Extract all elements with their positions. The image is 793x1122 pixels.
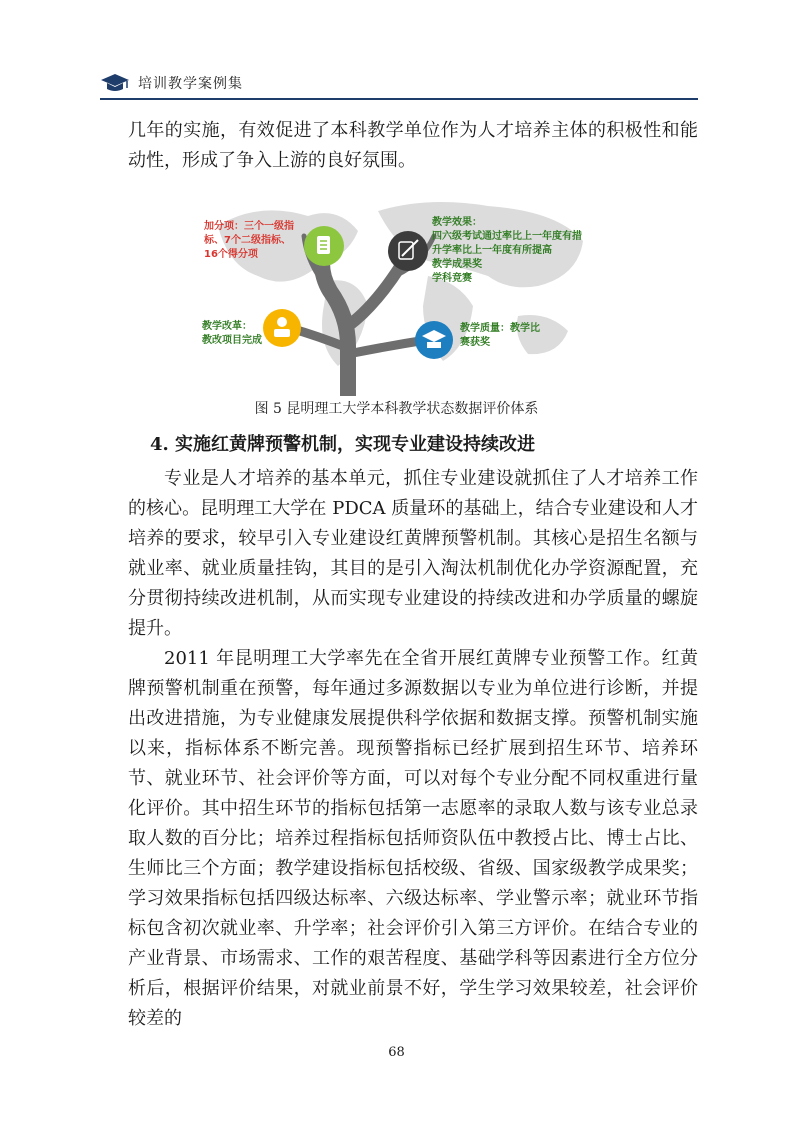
graduation-cap-icon (100, 72, 130, 94)
figure-tree-diagram (198, 196, 596, 396)
running-header (100, 70, 243, 96)
paragraph-b: 2011 年昆明理工大学率先在全省开展红黄牌专业预警工作。红黄牌预警机制重在预警，每年通过多源数据以专业为单位进行诊断，并提出改进措施，为专业健康发展提供科学依据和数据支撑。预警机制实施以来，指标体系不断完善。现预警指标已经扩展到招生环节、培养环节、就业环节、社会评价等方面，可以对每个专业分配不同权重进行量化评价。其中招生环节的指标包括第一志愿率的录取人数与该专业总录取人数的百分比；培养过程指标包括师资队伍中教授占比、博士占比、生师比三个方面；教学建设指标包括校级、省级、国家级教学成果奖；学习效果指标包括四级达标率、六级达标率、学业警示率；就业环节指标包含初次就业率、升学率；社会评价引入第三方评价。在结合专业的产业背景、市场需求、工作的艰苦程度、基础学科等因素进行全方位分析后，根据评价结果，对就业前景不好，学生学习效果较差，社会评价较差的 (128, 648, 698, 1029)
section-title: 4. 实施红黄牌预警机制，实现专业建设持续改进 (150, 434, 536, 455)
node-reform (263, 309, 301, 347)
label-reform: 教学改革： 教改项目完成 (202, 321, 262, 346)
paragraph-top: 几年的实施，有效促进了本科教学单位作为人才培养主体的积极性和能动性，形成了争入上游的良好氛围。 (128, 120, 698, 171)
label-quality: 教学质量：教学比 赛获奖 (460, 323, 540, 348)
header-title: 培训教学案例集 (138, 76, 243, 92)
label-bonus: 加分项：三个一级指 标、7个二级指标、 16个得分项 (204, 221, 294, 260)
figure-caption: 图 5 昆明理工大学本科教学状态数据评价体系 (254, 401, 539, 417)
header-rule (100, 98, 698, 100)
paragraph-a: 专业是人才培养的基本单元，抓住专业建设就抓住了人才培养工作的核心。昆明理工大学在 PDCA 质量环的基础上，结合专业建设和人才培养的要求，较早引入专业建设红黄牌预警机制。其核心是招生名额与就业率、就业质量挂钩，其目的是引入淘汰机制优化办学资源配置，充分贯彻持续改进机制，从而实现专业建设的持续改进和办学质量的螺旋提升。 (128, 468, 698, 639)
page-number: 68 (388, 1045, 405, 1060)
label-effect: 教学效果： 四六级考试通过率比上一年度有措 升学率比上一年度有所提高 教学成果奖 学科竞赛 (432, 217, 582, 284)
